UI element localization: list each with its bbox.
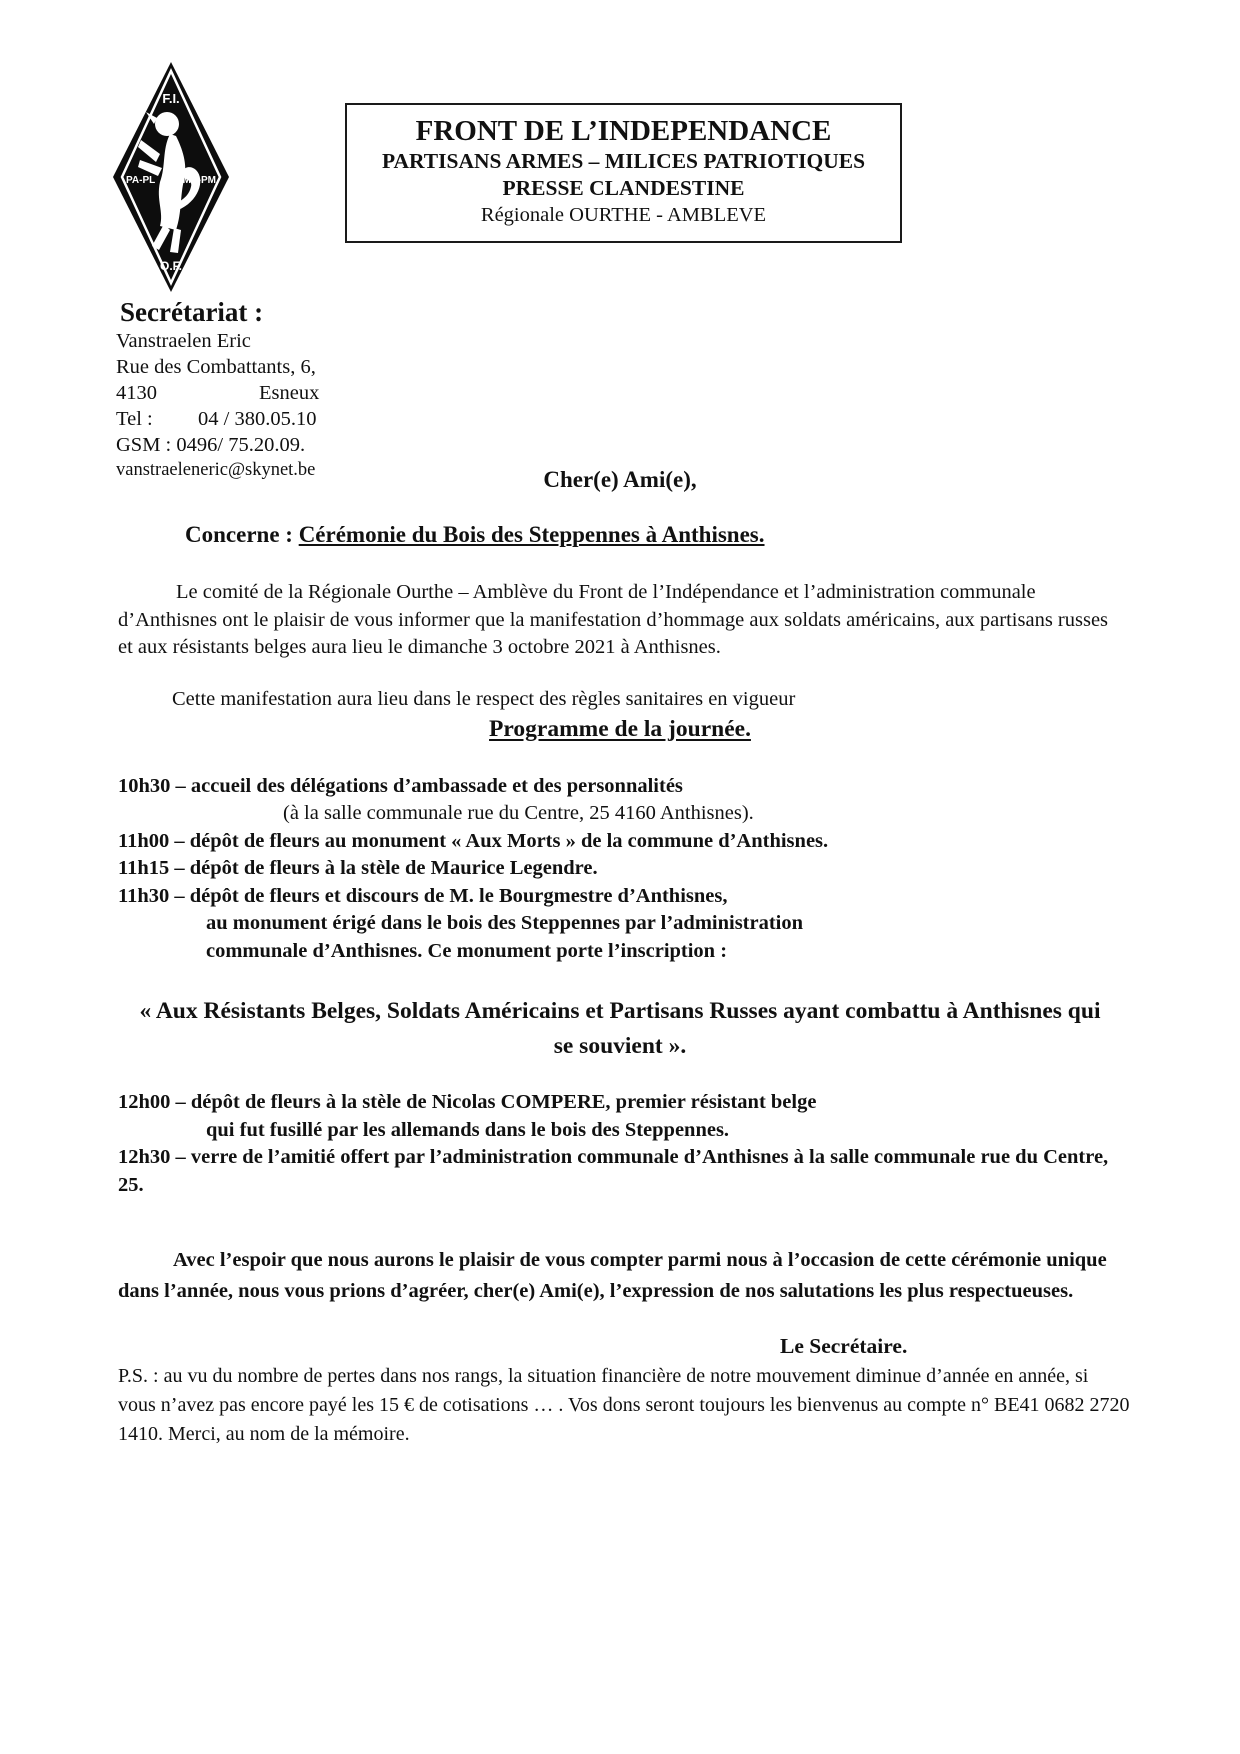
org-regional: Régionale OURTHE - AMBLEVE — [480, 204, 767, 226]
programme-item-11h30-cont2: communale d’Anthisnes. Ce monument porte l’inscription : — [206, 939, 728, 962]
sanitary-note: Cette manifestation aura lieu dans le respect des règles sanitaires en vigueur — [172, 687, 796, 710]
logo-label-right: MP-PM — [182, 175, 216, 186]
programme-item-12h00: 12h00 – dépôt de fleurs à la stèle de Nicolas COMPERE, premier résistant belge — [118, 1091, 817, 1113]
subject-label: Concerne : — [185, 522, 299, 547]
secretariat-gsm: GSM : 0496/ 75.20.09. — [116, 434, 306, 456]
programme-item-11h15: 11h15 – dépôt de fleurs à la stèle de Maurice Legendre. — [118, 857, 598, 879]
logo-label-top: F.I. — [162, 91, 180, 106]
secretariat-name: Vanstraelen Eric — [116, 330, 251, 352]
programme-item-12h00-cont: qui fut fusillé par les allemands dans le bois des Steppennes. — [206, 1118, 730, 1141]
signature: Le Secrétaire. — [780, 1334, 908, 1358]
secretariat-email: vanstraeleneric@skynet.be — [116, 460, 316, 480]
salutation: Cher(e) Ami(e), — [543, 467, 697, 492]
programme-item-11h30: 11h30 – dépôt de fleurs et discours de M. le Bourgmestre d’Anthisnes, — [118, 884, 728, 907]
programme-list — [118, 773, 1128, 966]
tel-label: Tel : — [116, 408, 153, 430]
fi-diamond-lion-logo — [110, 60, 232, 294]
letterhead — [0, 0, 1240, 296]
organization-header-box — [345, 103, 902, 243]
org-subtitle-2: PRESSE CLANDESTINE — [502, 176, 745, 200]
programme-heading: Programme de la journée. — [489, 715, 751, 742]
secretariat-title: Secrétariat : — [120, 297, 264, 327]
closing-paragraph: Avec l’espoir que nous aurons le plaisir de vous compter parmi nous à l’occasion de cette cérémonie unique dans l’année, nous vous prions d’agréer, cher(e) Ami(e), l’expression de nos salutations les plus respectueuses. — [118, 1249, 1107, 1302]
secretariat-street: Rue des Combattants, 6, — [116, 356, 316, 378]
programme-item-12h30: 12h30 – verre de l’amitié offert par l’administration communale d’Anthisnes à la salle communale rue du Centre, 25. — [118, 1146, 1109, 1196]
programme-item-11h30-cont1: au monument érigé dans le bois des Steppennes par l’administration — [206, 912, 804, 934]
logo-label-left: PA-PL — [126, 175, 156, 186]
monument-inscription: « Aux Résistants Belges, Soldats Américains et Partisans Russes ayant combattu à Anthisnes qui se souvient ». — [139, 998, 1101, 1059]
org-title: FRONT DE L’INDEPENDANCE — [415, 115, 832, 147]
subject-line — [185, 522, 1240, 548]
postal-code: 4130 — [116, 382, 157, 404]
post-scriptum: P.S. : au vu du nombre de pertes dans nos rangs, la situation financière de notre mouvement diminue d’année en année, si vous n’avez pas encore payé les 15 € de cotisations … . Vos dons seront toujours les bienvenus au compte n° BE41 0682 2720 1410. Merci, au nom de la mémoire. — [118, 1365, 1130, 1445]
org-subtitle-1: PARTISANS ARMES – MILICES PATRIOTIQUES — [381, 149, 866, 173]
secretariat-postal-city — [116, 380, 1240, 406]
logo-label-bottom: O.F. — [159, 259, 183, 273]
secretariat-tel — [116, 406, 1240, 432]
intro-paragraph: Le comité de la Régionale Ourthe – Amblève du Front de l’Indépendance et l’administration communale d’Anthisnes ont le plaisir de vous informer que la manifestation d’hommage aux soldats américains, aux partisans russes et aux résistants belges aura lieu le dimanche 3 octobre 2021 à Anthisnes. — [118, 581, 1109, 658]
city: Esneux — [259, 382, 320, 404]
programme-list-2 — [118, 1089, 1128, 1199]
programme-item-10h30: 10h30 – accueil des délégations d’ambassade et des personnalités — [118, 774, 683, 797]
subject-text: Cérémonie du Bois des Steppennes à Anthisnes. — [298, 522, 765, 547]
secretariat-block — [116, 296, 1240, 483]
programme-item-11h00: 11h00 – dépôt de fleurs au monument « Aux Morts » de la commune d’Anthisnes. — [118, 829, 829, 852]
tel-value: 04 / 380.05.10 — [198, 408, 317, 430]
programme-item-location: (à la salle communale rue du Centre, 25 4160 Anthisnes). — [283, 802, 754, 824]
